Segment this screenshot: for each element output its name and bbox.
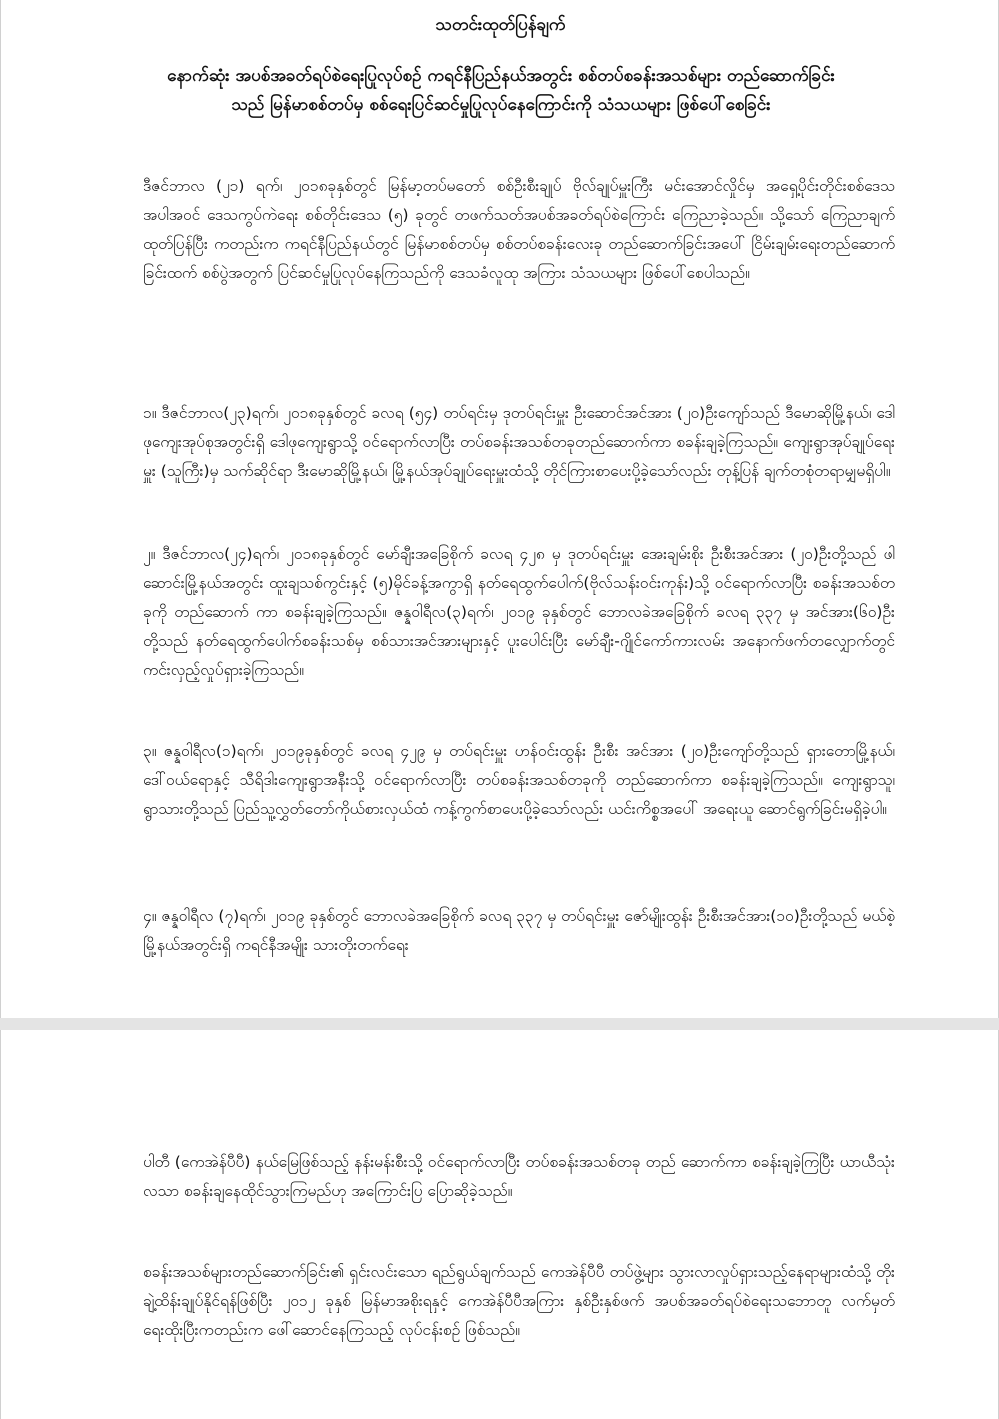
paragraph-item-3: ၃။ ဇန္နဝါရီလ(၁)ရက်၊ ၂၀၁၉ခုနှစ်တွင် ခလရ ၄၂၉ မှ တပ်ရင်းမှူး ဟန်ဝင်းထွန်း ဦးစီး အင်အား (၂၀)ဦးကျော်တို့သည် ရှားတောမြို့နယ်၊ ဒေါ်ဝယ်ရောနှင့် သီရိဒါးကျေးရွာအနီးသို့ ဝင်ရောက်လာပြီး တပ်စခန်းအသစ်တခုကို တည်ဆောက်ကာ စခန်းချခဲ့ကြသည်။ ကျေးရွာသူ၊ ရွာသားတို့သည် ပြည်သူ့လွှတ်တော်ကိုယ်စားလှယ်ထံ ကန့်ကွက်စာပေးပို့ခဲ့သော်လည်း ယင်းကိစ္စအပေါ် အရေးယူ ဆောင်ရွက်ခြင်းမရှိခဲ့ပါ။	[143, 742, 895, 818]
document-title: သတင်းထုတ်ပြန်ချက်	[435, 15, 566, 35]
paragraph-item-4-continued: ပါတီ (ကေအဲန်ပီပီ) နယ်မြေဖြစ်သည့် နန်းမန်းစီးသို့ ဝင်ရောက်လာပြီး တပ်စခန်းအသစ်တခု တည် ဆောက်ကာ စခန်းချခဲ့ကြပြီး ယာယီသုံးလသာ စခန်းချနေထိုင်သွားကြမည်ဟု အကြောင်းပြ ပြောဆိုခဲ့သည်။	[143, 1153, 895, 1200]
paragraph-item-1: ၁။ ဒီဇင်ဘာလ(၂၃)ရက်၊ ၂၀၁၈ခုနှစ်တွင် ခလရ (၅၄) တပ်ရင်းမှ ဒုတပ်ရင်းမှူး ဦးဆောင်အင်အား (၂၀)ဦးကျော်သည် ဒီမောဆိုမြို့နယ်၊ ဒေါဖုကျေးအုပ်စုအတွင်းရှိ ဒေါဖုကျေးရွာသို့ ဝင်ရောက်လာပြီး တပ်စခန်းအသစ်တခုတည်ဆောက်ကာ စခန်းချခဲ့ကြသည်။ ကျေးရွာအုပ်ချုပ်ရေးမှူး (သူကြီး)မှ သက်ဆိုင်ရာ ဒီးမောဆိုမြို့နယ်၊ မြို့နယ်အုပ်ချုပ်ရေးမှူးထံသို့ တိုင်ကြားစာပေးပို့ခဲ့သော်လည်း တုန့်ပြန် ချက်တစုံတရာမျှမရှိပါ။	[143, 404, 895, 480]
paragraph-item-2: ၂။ ဒီဇင်ဘာလ(၂၄)ရက်၊ ၂၀၁၈ခုနှစ်တွင် မော်ချီးအခြေစိုက် ခလရ ၄၂၈ မှ ဒုတပ်ရင်းမှူး အေးချမ်းစိုး ဦးစီးအင်အား (၂၀)ဦးတို့သည် ဖါဆောင်းမြို့နယ်အတွင်း ထူးချသစ်ကွင်းနှင့် (၅)မိုင်ခန့်အကွာရှိ နတ်ရေထွက်ပေါက်(ဗိုလ်သန်းဝင်းကုန်း)သို့ ဝင်ရောက်လာပြီး စခန်းအသစ်တခုကို တည်ဆောက် ကာ စခန်းချခဲ့ကြသည်။ ဇန္နဝါရီလ(၃)ရက်၊ ၂၀၁၉ ခုနှစ်တွင် ဘောလခဲအခြေစိုက် ခလရ ၃၃၇ မှ အင်အား(၆၀)ဦးတို့သည် နတ်ရေထွက်ပေါက်စခန်းသစ်မှ စစ်သားအင်အားများနှင့် ပူးပေါင်းပြီး မော်ချီး-ဂျိုင်ကော်ကားလမ်း အနောက်ဖက်တလျှောက်တွင် ကင်းလှည့်လှုပ်ရှားခဲ့ကြသည်။	[143, 545, 895, 679]
paragraph-conclusion: စခန်းအသစ်များတည်ဆောက်ခြင်း၏ ရှင်းလင်းသော ရည်ရွယ်ချက်သည် ကေအဲန်ပီပီ တပ်ဖွဲ့များ သွားလာလှုပ်ရှားသည့်နေရာများထံသို့ တိုးချဲ့ထိန်းချုပ်နိုင်ရန်ဖြစ်ပြီး ၂၀၁၂ ခုနှစ် မြန်မာအစိုးရနှင့် ကေအဲန်ပီပီအကြား နှစ်ဦးနှစ်ဖက် အပစ်အခတ်ရပ်စဲရေးသဘောတူ လက်မှတ်ရေးထိုးပြီးကတည်းက ဖေါ်ဆောင်နေကြသည့် လုပ်ငန်းစဉ် ဖြစ်သည်။	[143, 1263, 895, 1339]
paragraph-intro: ဒီဇင်ဘာလ (၂၁) ရက်၊ ၂၀၁၈ခုနှစ်တွင် မြန်မာ့တပ်မတော် စစ်ဦးစီးချုပ် ဗိုလ်ချုပ်မှူးကြီး မင်းအောင်လှိုင်မှ အရှေ့ပိုင်းတိုင်းစစ်ဒေသ အပါအဝင် ဒေသကွပ်ကဲရေး စစ်တိုင်းဒေသ (၅) ခုတွင် တဖက်သတ်အပစ်အခတ်ရပ်စဲကြောင်း ကြေညာခဲ့သည်။ သို့သော် ကြေညာချက် ထုတ်ပြန်ပြီး ကတည်းက ကရင်နီပြည်နယ်တွင် မြန်မာစစ်တပ်မှ စစ်တပ်စခန်းလေးခု တည်ဆောက်ခြင်းအပေါ် ငြိမ်းချမ်းရေးတည်ဆောက်ခြင်းထက် စစ်ပွဲအတွက် ပြင်ဆင်မှုပြုလုပ်နေကြသည်ကို ဒေသခံလူထု အကြား သံသယများ ဖြစ်ပေါ်စေပါသည်။	[143, 177, 895, 282]
document-subtitle: နောက်ဆုံး အပစ်အခတ်ရပ်စဲရေးပြုလုပ်စဉ် ကရင်နီပြည်နယ်အတွင်း စစ်တပ်စခန်းအသစ်များ တည်ဆောက်ခြင်းသည် မြန်မာစစ်တပ်မှ စစ်ရေးပြင်ဆင်မှုပြုလုပ်နေကြောင်းကို သံသယများ ဖြစ်ပေါ်စေခြင်း	[167, 66, 835, 115]
document-page-2	[0, 1030, 999, 1419]
paragraph-item-4-start: ၄။ ဇန္နဝါရီလ (၇)ရက်၊ ၂၀၁၉ ခုနှစ်တွင် ဘောလခဲအခြေစိုက် ခလရ ၃၃၇ မှ တပ်ရင်းမှူး ဇော်မျိုးထွန်း ဦးစီးအင်အား(၁၀)ဦးတို့သည် မယ်စဲ့မြို့နယ်အတွင်းရှိ ကရင်နီအမျိုး သားတိုးတက်ရေး	[143, 907, 895, 954]
